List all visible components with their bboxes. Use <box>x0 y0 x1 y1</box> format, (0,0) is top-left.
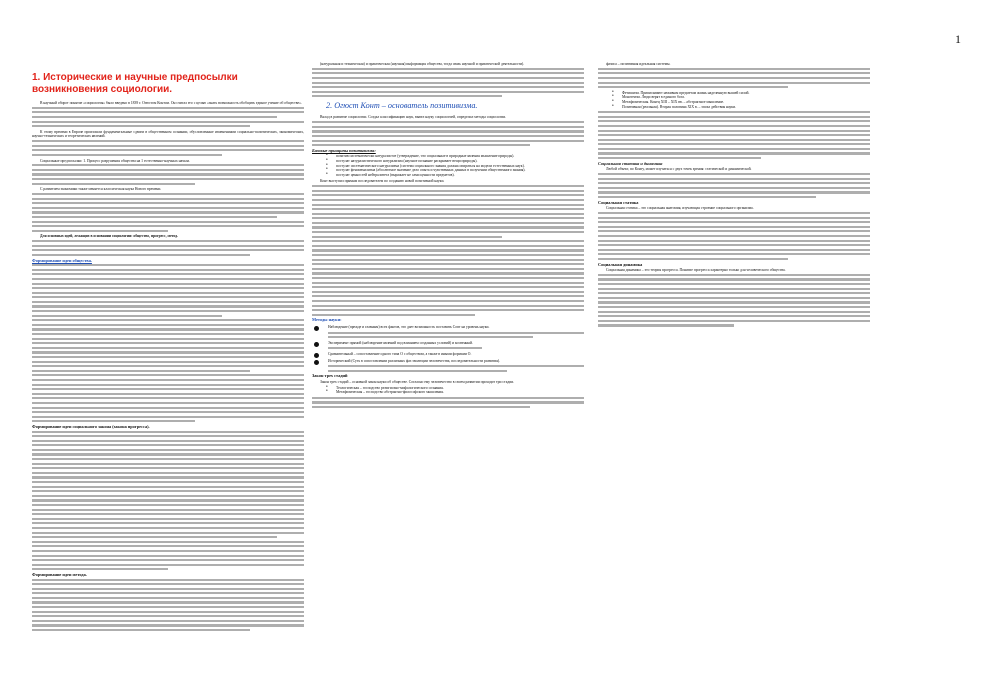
stage-items <box>612 91 870 109</box>
subheading: Закон трех стадий <box>312 373 348 379</box>
paragraph: Конт выступил прямым последователем по созданию новой позитивной науки. <box>320 179 445 184</box>
page-number: 1 <box>955 32 961 46</box>
text-block <box>32 579 304 632</box>
list-item: • Теологическая – господство религиозно-мифологического сознания. <box>326 386 584 391</box>
text-block <box>312 121 584 146</box>
list-item: • постулат систематического натурализма (система социального знания должна опираться на модели естественных наук). <box>326 164 584 169</box>
paragraph: К этому времени в Европе произошли фундаментальные сдвиги в общественном сознании, обусловленные изменениями социально-политических, экономических, научно-технических и теоретических явлений. <box>32 129 304 139</box>
text-block <box>598 212 870 260</box>
paragraph: В научный оборот понятие «социология» было введено в 1839 г. Огюстом Контом. Он считал его с целью «знать возможность обобщить единое учение об обществе». <box>40 101 302 105</box>
text-block <box>328 332 584 339</box>
paragraph: Социальные предпосылки: 1. Процесс разрушения общества на 1 естественно-научных начала. <box>40 158 190 163</box>
list-item: • Монотеизм. Люди верят в единого бога. <box>612 95 870 100</box>
paragraph-bold: Для основных идей, лежащих в основании социологии: общество, прогресс, метод. <box>40 234 178 239</box>
column-3 <box>598 62 870 329</box>
section-heading-1: 1. Исторические и научные предпосылки возникновения социологии. <box>32 72 238 95</box>
paragraph: С развитием экономики также меняется классическая наука Нового времени. <box>40 187 162 192</box>
text-block <box>32 264 304 422</box>
paragraph: Закон трех стадий – основной закон науки об обществе. Согласно ему человечество в своем развитии проходит три стадии. <box>320 379 515 384</box>
list-item: • постулат ценностей нейтралитета (выражает не сами ценности предметов). <box>326 173 584 178</box>
paragraph: Вклад в развитие социологии. Создал классификацию наук, вывел науку социологией, определил методы социологии. <box>320 115 507 120</box>
section-heading-2: 2. Огюст Конт – основатель позитивизма. <box>326 101 478 111</box>
list-item: • Фетишизм. Приписывают неживым предметам жизнь наделенную вышей силой. <box>612 91 870 96</box>
subheading: Социальная статика <box>598 199 639 205</box>
text-block <box>32 193 304 232</box>
text-block <box>32 431 304 571</box>
column-2 <box>312 62 584 411</box>
text-block <box>328 347 584 349</box>
column-1 <box>32 72 304 634</box>
text-block <box>32 164 304 184</box>
principles-list <box>326 154 584 177</box>
subheading: Базовые принципы позитивизма: <box>312 147 376 153</box>
method-item: Наблюдение (прежде и главным) всех фактов, это дает возможность поставить Conт на уровень науки. <box>312 325 584 330</box>
subheading: Формирование идеи социального закона (закона прогресса). <box>32 423 150 429</box>
list-item: • постулат феноменализма (абсолютное значение дело опыта и чувственных данных в получении общественного знания). <box>326 168 584 173</box>
list-item: • Позитивная (реальная). Вторая половина XIX в. – эпоха действия науки. <box>612 105 870 110</box>
list-item: • позитив систематически натуралистое (утверждение, что социальные в природные явления мышление природы). <box>326 154 584 159</box>
subheading: Формирование идеи общества. <box>32 257 92 263</box>
paragraph: Социальная статика – это социальная анатомия, изучающая строение социального организма. <box>606 206 754 211</box>
stages-list <box>326 386 584 395</box>
text-block <box>312 397 584 408</box>
paragraph: (натуральная и техническая) и практическая (научная) информация общества, тогда связь научной и практической деятельности). <box>320 62 525 66</box>
method-item: Исторический (Суть в сопоставлении различных фаз эволюции человечества, последовательности развития). <box>312 359 584 364</box>
method-item: Эксперимент прямой (наблюдение явлений под влиянием созданных условий) и косвенный. <box>312 341 584 346</box>
subheading: Социальная статика и динамика <box>598 160 663 166</box>
text-block <box>32 107 304 127</box>
list-item: • Метафизическая – господство абстрактно-философского мышления. <box>326 390 584 395</box>
text-block <box>598 173 870 198</box>
subheading: Социальная динамика <box>598 261 643 267</box>
list-item: • постулат натуралистического натурализма (научное познание раскрывает вещи природы). <box>326 159 584 164</box>
method-item: Сравнительный – сопоставление одного типа О с обществом, а также в иными формами О. <box>312 352 584 357</box>
subheading: Методы науки: <box>312 317 342 323</box>
text-block <box>598 111 870 159</box>
paragraph: Социальная динамика – это теория прогресса. Понятие прогресса характерно только для человеческого общества. <box>606 268 786 273</box>
list-item: • Метафизическая. Конец XIII – XIX вв. – абстрактное мышление. <box>612 100 870 105</box>
text-block <box>328 365 584 372</box>
text-block <box>598 68 870 88</box>
paragraph: Любой объект, по Конту, может изучаться с двух точек зрения: статической и динамической. <box>606 167 752 172</box>
text-block <box>598 274 870 327</box>
text-block <box>32 140 304 156</box>
paragraph: фазиса – позитивная идеальная системы. <box>606 62 671 66</box>
text-block <box>32 240 304 256</box>
subheading: Формирование идеи метода. <box>32 571 87 577</box>
text-block <box>312 68 584 98</box>
text-block <box>312 185 584 316</box>
